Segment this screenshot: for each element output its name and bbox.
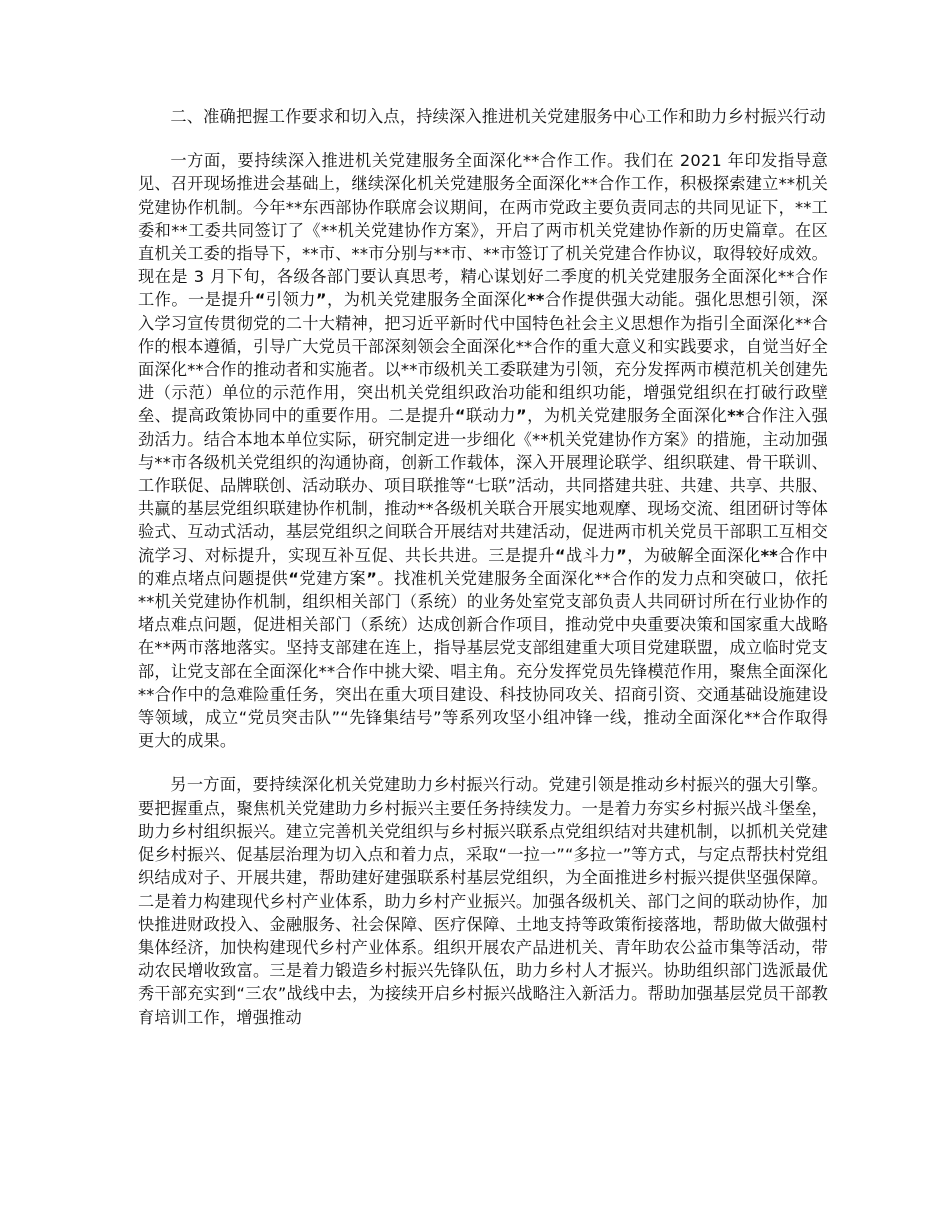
bold-text-run: **	[760, 545, 778, 565]
bold-text-run: “	[454, 406, 466, 426]
bold-text-run: **	[527, 290, 545, 310]
body-paragraph	[138, 149, 828, 752]
bold-text-run: ”	[366, 568, 378, 588]
text-run: 党建方案	[299, 568, 367, 588]
bold-text-run: “	[254, 290, 266, 310]
text-run: 联动力	[465, 406, 517, 426]
bold-text-run: **	[727, 406, 745, 426]
text-run: ，为机关党建服务全面深化	[526, 406, 728, 426]
text-run: ，为破解全面深化	[626, 545, 761, 565]
text-run: 引领力	[265, 290, 316, 310]
bold-text-run: “	[288, 568, 300, 588]
text-run: 合作中的难点堵点问题提供	[138, 545, 828, 588]
section-heading: 二、准确把握工作要求和切入点，持续深入推进机关党建服务中心工作和助力乡村振兴行动	[170, 107, 826, 126]
bold-text-run: ”	[315, 290, 327, 310]
document-page	[138, 105, 828, 1050]
text-run: 战斗力	[565, 545, 617, 565]
text-run: 合作注入强劲活力。结合本地本单位实际，研究制定进一步细化《**机关党建协作方案》的措施，主动加强与**市各级机关党组织的沟通协商，创新工作载体，深入开展理论联学、组织联建、骨干联训、工作联促、品牌联创、活动联办、项目联推等“七联”活动，共同搭建共驻、共建、共享、共服、共赢的基层党组织联建协作机制，推动**各级机关联合开展实地观摩、现场交流、组团研讨等体验式、互动式活动，基层党组织之间联合开展结对共建活动，促进两市机关党员干部职工互相交流学习、对标提升，实现互补互促、共长共进。三是提升	[138, 406, 828, 565]
bold-text-run: ”	[616, 545, 627, 565]
text-run: 。找准机关党建服务全面深化**合作的发力点和突破口，依托**机关党建协作机制，组织相关部门（系统）的业务处室党支部负责人共同研讨所在行业协作的堵点难点问题，促进相关部门（系统）达成创新合作项目，推动党中央重要决策和国家重大战略在**两市落地落实。坚持支部建在连上，指导基层党支部组建重大项目党建联盟，成立临时党支部，让党支部在全面深化**合作中挑大梁、唱主角。充分发挥党员先锋模范作用，聚焦全面深化**合作中的急难险重任务，突出在重大项目建设、科技协同攻关、招商引资、交通基础设施建设等领域，成立“党员突击队”“先锋集结号”等系列攻坚小组冲锋一线，推动全面深化**合作取得更大的成果。	[138, 568, 828, 751]
bold-text-run: “	[554, 545, 566, 565]
bold-text-run: ”	[516, 406, 527, 426]
text-run: ，为机关党建服务全面深化	[326, 290, 528, 310]
text-run: 一方面，要持续深入推进机关党建服务全面深化**合作工作。我们在 2021 年印发指导意见、召开现场推进会基础上，继续深化机关党建服务全面深化**合作工作，积极探索建立**机关党建协作机制。今年**东西部协作联席会议期间，在两市党政主要负责同志的共同见证下，**工委和**工委共同签订了《**机关党建协作方案》，开启了两市机关党建协作新的历史篇章。在区直机关工委的指导下，**市、**市分别与**市、**市签订了机关党建合作协议，取得较好成效。现在是 3 月下旬，各级各部门要认真思考，精心谋划好二季度的机关党建服务全面深化**合作工作。一是提升	[138, 151, 828, 310]
text-run: 另一方面，要持续深化机关党建助力乡村振兴行动。党建引领是推动乡村振兴的强大引擎。要把握重点，聚焦机关党建助力乡村振兴主要任务持续发力。一是着力夯实乡村振兴战斗堡垒，助力乡村组织振兴。建立完善机关党组织与乡村振兴联系点党组织结对共建机制，以抓机关党建促乡村振兴、促基层治理为切入点和着力点，采取“一拉一”“多拉一”等方式，与定点帮扶村党组织结成对子、开展共建，帮助建好建强联系村基层党组织，为全面推进乡村振兴提供坚强保障。二是着力构建现代乡村产业体系，助力乡村产业振兴。加强各级机关、部门之间的联动协作，加快推进财政投入、金融服务、社会保障、医疗保障、土地支持等政策衔接落地，帮助做大做强村集体经济，加快构建现代乡村产业体系。组织开展农产品进机关、青年助农公益市集等活动，带动农民增收致富。三是着力锻造乡村振兴先锋队伍，助力乡村人才振兴。协助组织部门选派最优秀干部充实到“三农”战线中去，为接续开启乡村振兴战略注入新活力。帮助加强基层党员干部教育培训工作，增强推动	[138, 775, 828, 1027]
text-run: 合作提供强大动能。强化思想引领，深入学习宣传贯彻党的二十大精神，把习近平新时代中国特色社会主义思想作为指引全面深化**合作的根本遵循，引导广大党员干部深刻领会全面深化**合作的重大意义和实践要求，自觉当好全面深化**合作的推动者和实施者。以**市级机关工委联建为引领，充分发挥两市模范机关创建先进（示范）单位的示范作用，突出机关党组织政治功能和组织功能，增强党组织在打破行政壁垒、提高政策协同中的重要作用。二是提升	[138, 290, 828, 426]
body-paragraph	[138, 773, 828, 1028]
